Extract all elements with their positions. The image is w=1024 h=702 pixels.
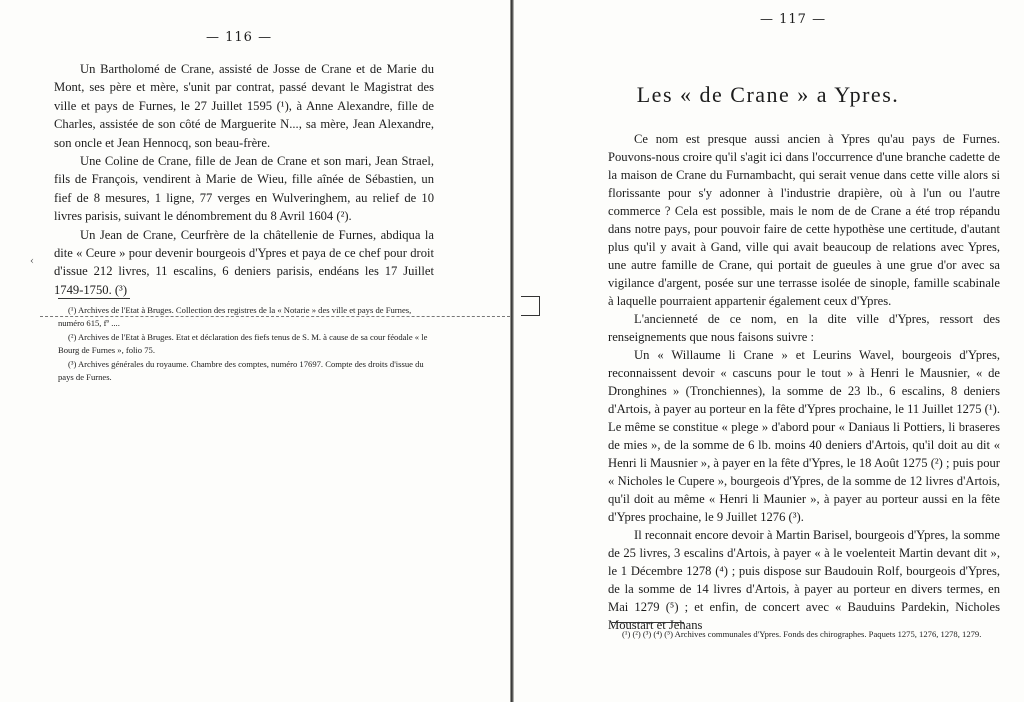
paragraph: L'ancienneté de ce nom, en la dite ville d'Ypres, ressort des renseignements que nous faisons suivre : xyxy=(608,312,1000,344)
body-text xyxy=(54,60,434,299)
footnote: (²) Archives de l'Etat à Bruges. Etat et déclaration des fiefs tenus de S. M. à cause de sa cour féodale « le Bourg de Furnes », folio 75. xyxy=(58,332,428,355)
right-page xyxy=(512,0,1024,702)
margin-mark: ‹ xyxy=(30,256,34,267)
body-text xyxy=(608,130,1000,634)
footnote-rule xyxy=(612,622,684,623)
paragraph: Un « Willaume li Crane » et Leurins Wavel, bourgeois d'Ypres, reconnaissent devoir « cascuns pour le tout » à Henri le Mausnier, « de Dronghines » (Tronchiennes), la somme de 23 lb., 6 escalins, 8 deniers d'Artois, à payer au porteur en la fête d'Ypres prochaine, le 11 Juillet 1275 (¹). Le même se constitue « plege » d'abord pour « Daniaus li Pottiers, li braseres de mies », de la somme de 6 lb. moins 40 deniers d'Artois, qu'il doit au dit « Henri li Mausnier », à payer en la fête d'Ypres, le 18 Août 1275 (²) ; puis pour « Nicholes le Cupere », bourgeois d'Ypres, de la somme de 12 livres d'Artois, qu'il doit au même « Henri li Maunier », à payer au porteur aussi en la fête d'Ypres prochaine, le 9 Juillet 1276 (³). xyxy=(608,348,1000,524)
footnotes xyxy=(612,628,1000,642)
paragraph: Un Jean de Crane, Ceurfrère de la châtellenie de Furnes, abdiqua la dite « Ceure » pour devenir bourgeois d'Ypres et paya de ce chef pour droit d'issue 212 livres, 11 escalins, 6 deniers parisis, endéans les 17 Juillet 1749-1750. (³) xyxy=(54,227,434,297)
footnote-rule xyxy=(58,298,130,299)
paragraph: Il reconnait encore devoir à Martin Barisel, bourgeois d'Ypres, la somme de 25 livres, 3 escalins d'Artois, à payer « à le voelenteit Martin devant dit », le 1 Décembre 1278 (⁴) ; puis dispose sur Baudouin Rolf, bourgeois d'Ypres, de la somme de 14 livres d'Artois, à payer au porteur en divers termes, en Mai 1279 (⁵) ; et enfin, de concert avec « Bauduins Pardekin, Nicholes Moustart et Jehans xyxy=(608,528,1000,632)
scan-line xyxy=(40,316,510,317)
page-number: — 116 — xyxy=(206,30,273,45)
paragraph: Une Coline de Crane, fille de Jean de Crane et son mari, Jean Strael, fils de François, vendirent à Marie de Wieu, fille aînée de Sébastien, un fief de 8 mesures, 1 ligne, 77 verges en Wulveringhem, au relief de 10 livres parisis, suivant le dénombrement du 8 Avril 1604 (²). xyxy=(54,154,434,224)
footnote: (¹) Archives de l'Etat à Bruges. Collection des registres de la « Notarie » des ville et pays de Furnes, numéro 615, fº .... xyxy=(58,305,412,328)
paragraph: Ce nom est presque aussi ancien à Ypres qu'au pays de Furnes. Pouvons-nous croire qu'il s'agit ici dans l'occurrence d'une branche cadette de la maison de Crane du Furnambacht, qui serait venue dans cette ville alors si florissante pour s'y adonner à l'industrie drapière, où à l'un ou l'autre commerce ? Cela est possible, mais le nom de de Crane a été trop répandu dans notre pays, pour pouvoir faire de cette hypothèse une certitude, d'autant plus qu'il y avait à Gand, ville qui avait beaucoup de relations avec Ypres, une autre famille de Crane, qui portait de gueules à une grue d'or avec sa vigilance d'argent, posée sur une terrasse isolée de sinople, famille scabinale à laquelle pourraient appartenir également ceux d'Ypres. xyxy=(608,132,1000,308)
paragraph: Un Bartholomé de Crane, assisté de Josse de Crane et de Marie du Mont, ses père et mère, s'unit par contrat, passé devant le Magistrat des ville et pays de Furnes, le 27 Juillet 1595 (¹), à Anne Alexandre, fille de Charles, assistée de son côté de Marguerite N..., sa mère, Jean Alexandre, son oncle et Jean Hennocq, son beau-frère. xyxy=(54,62,434,150)
page-title: Les « de Crane » a Ypres. xyxy=(636,82,900,107)
footnote: (³) Archives générales du royaume. Chambre des comptes, numéro 17697. Compte des droits d'issue du pays de Furnes. xyxy=(58,359,424,382)
footnote: (¹) (²) (³) (⁴) (⁵) Archives communales d'Ypres. Fonds des chirographes. Paquets 1275, 1276, 1278, 1279. xyxy=(622,629,982,639)
page-number: — 117 — xyxy=(760,12,827,27)
